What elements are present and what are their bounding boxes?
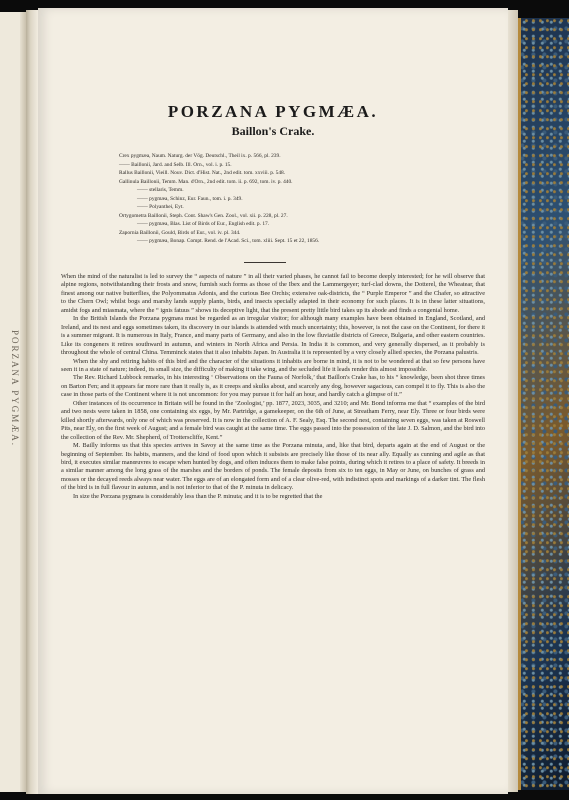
gilt-binding-edge [518,18,521,790]
synonymy-entry: Zapornia Baillonii, Gould, Birds of Eur., vol. iv. pl. 344. [119,229,241,236]
synonymy-entry: Gallinula Baillonii, Temm. Man. d'Orn., 2nd edit. tom. ii. p. 692, tom. iv. p. 440. [119,178,293,185]
body-paragraph: In the British Islands the Porzana pygmæa must be regarded as an irregular visitor; for although many examples have been obtained in England, Scotland, and Ireland, and its nest and eggs sometimes taken, its discovery in our islands is attended with much uncertainty; this, however, is not the case on the Continent, for there it is a summer migrant. It is numerous in Italy, France, and many parts of Germany, and also in the low fluviatile districts of Greece, Bulgaria, and other eastern countries. Like its congeners it retires southward in autumn, and winters in North Africa and Persia. In India it is common, and very generally dispersed, as it probably is throughout the whole of central China. Temminck states that it also inhabits Japan. In Australia it is represented by a very closely allied species, the Porzana palustris. [61,315,485,357]
facing-page-running-head: PORZANA PYGMÆA. [10,330,20,448]
synonymy-entry: —— Polyanthei, Eyt. [137,204,184,210]
book-gutter [26,10,38,794]
synonymy-entry: Crex pygmæa, Naum. Naturg. der Vög. Deutschl., Theil ix. p. 566, pl. 239. [119,153,281,159]
body-paragraph: Other instances of its occurrence in Britain will be found in the ‘Zoologist,’ pp. 1877, 2023, 3035, and 3210; and Mr. Bond informs me that “ examples of the bird and two nests were taken in 1858, one containing six eggs, by Mr. Partridge, a gamekeeper, on the 6th of June, at Streatham Ferry, near Ely. Three or four birds were killed shortly afterwards, only one of which was preserved. It is now in the collection of A. F. Sealy, Esq. The second nest, containing seven eggs, was taken at Roswell Pits, near Ely, on the first week of August; and a female bird was caught at the same time. The eggs passed into the possession of the late J. D. Salmon, and the bird into the collection of the Rev. Mr. Shepherd, of Trotterscliffe, Kent.” [61,399,485,441]
body-paragraph: When the shy and retiring habits of this bird and the character of the situations it inhabits are borne in mind, it is not to be wondered at that so few persons have seen it in a state of nature; indeed, its small size, the difficulty of making it take wing, and the secluded life it leads render this almost impossible. [61,357,485,373]
section-rule [244,262,286,263]
synonymy-list [119,152,469,246]
synonymy-entry: —— Baillonii, Jard. and Selb. Ill. Orn., vol. i. p. 15. [119,161,232,168]
synonymy-entry: —— stellaris, Temm. [137,187,184,193]
body-paragraph: The Rev. Richard Lubbock remarks, in his interesting ‘ Observations on the Fauna of Norfolk,’ that Baillon's Crake has, to his “ knowledge, been shot three times on Barton Fen; and it appears far more rare than it really is, as it creeps and skulks about, and scarcely any dog, however sagacious, can compel it to fly. This is also the case in those parts of the Continent where it is not uncommon: for you may pursue it for half an hour, and hardly catch a glimpse of it.” [61,374,485,399]
page-title: PORZANA PYGMÆA. [167,102,379,121]
synonymy-entry: Ortygometra Baillonii, Steph. Cont. Shaw's Gen. Zool., vol. xii. p. 228, pl. 27. [119,212,288,219]
marbled-endpaper [518,18,569,790]
page-stack-edge [508,10,518,792]
body-paragraph: M. Bailly informs us that this species arrives in Savoy at the same time as the Porzana minuta, and, like that bird, departs again at the end of August or the beginning of September. Its habits, manners, and the kind of food upon which it subsists are precisely like those of its near ally. Equally as cunning and agile as that bird, it executes similar manœuvres to escape when hunted by dogs, and often induces them to make false points, during which it retires to a place of safety. It breeds in a similar manner among the long grass of the marshes and the borders of ponds. The female deposits from six to ten eggs, in May or June, on bunches of grass and mosses or the decayed reeds always near water. The eggs are of an elongated form and of a clear olive-red, with indistinct spots and markings of a darker tint. The flesh of the bird is in full flavour in autumn, and is not inferior to that of the P. minuta in delicacy. [61,442,485,492]
page-subtitle: Baillon's Crake. [231,124,315,138]
synonymy-entry: —— pygmæa, Blas. List of Birds of Eur., English edit. p. 17. [137,221,270,227]
body-text [61,273,485,501]
synonymy-entry: —— pygmæa, Schinz, Eur. Faun., tom. i. p. 349. [137,195,243,202]
body-paragraph: In size the Porzana pygmæa is considerably less than the P. minuta; and it is to be regretted that the [73,492,323,500]
synonymy-entry: Rallus Baillonii, Vieill. Nouv. Dict. d'Hist. Nat., 2nd edit. tom. xxviii. p. 548. [119,170,286,176]
body-paragraph: When the mind of the naturalist is led to survey the “ aspects of nature ” in all their varied phases, he cannot fail to become deeply interested; for he will observe that alpine regions, notwithstanding their frosts and snow, furnish such forms as those of the Ibex and the Lammergeyer; turf-clad downs, the Dotterel, the Wheatear, that finest among our native butterflies, the Polyommatus Adonis, and the curious Bee Orchis; extensive oak-districts, the “ Purple Emperor ” and the Chafer, so attractive to the Chern Owl; whilst bogs and marshy lands supply plants, birds, and insects specially adapted in their economy for such places. It is in these latter situations, amidst fogs and miasmata, where the “ ignis fatuus ” shows its deceptive light, that the present pretty little bird takes up its abode and finds a congenial home. [61,273,485,314]
synonymy-entry: —— pygmæa, Bonap. Compt. Rend. de l'Acad. Sci., tom. xliii. Sept. 15 et 22, 1856. [137,238,320,244]
